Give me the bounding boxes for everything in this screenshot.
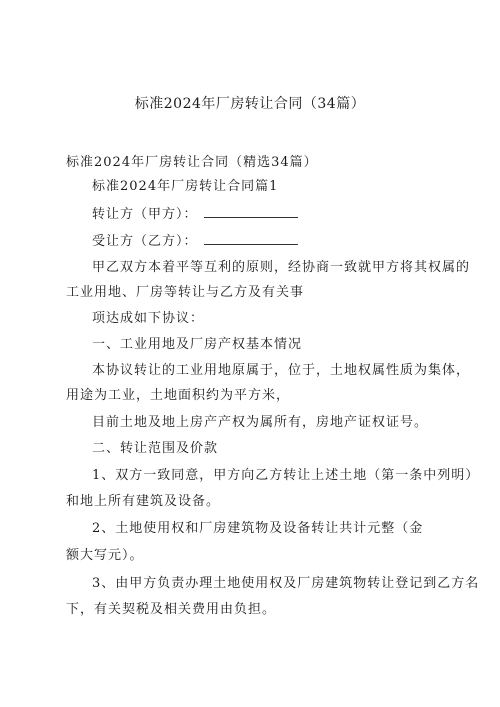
transferee-label: 受让方（乙方）： bbox=[92, 234, 198, 249]
document-title: 标准2024年厂房转让合同（34篇） bbox=[134, 96, 366, 112]
s2-item-1-line-2: 和地上所有建筑及设备。 bbox=[66, 494, 221, 509]
section-1-heading: 一、工业用地及厂房产权基本情况 bbox=[92, 337, 303, 352]
transferee-blank bbox=[204, 232, 298, 245]
s2-item-1-line-1: 1、双方一致同意，甲方向乙方转让上述土地（第一条中列明） bbox=[92, 468, 480, 483]
document-subtitle: 标准2024年厂房转让合同（精选34篇） bbox=[66, 155, 318, 170]
s2-item-3-line-1: 3、由甲方负责办理土地使用权及厂房建筑物转让登记到乙方名 bbox=[92, 576, 480, 591]
s2-item-2-line-2: 额大写元）。 bbox=[66, 548, 144, 563]
article-heading: 标准2024年厂房转让合同篇1 bbox=[92, 179, 279, 194]
intro-line-1: 甲乙双方本着平等互利的原则，经协商一致就甲方将其权属的 bbox=[92, 260, 471, 275]
s2-item-3-line-2: 下，有关契税及相关费用由负担。 bbox=[66, 602, 277, 617]
intro-line-2: 工业用地、厂房等转让与乙方及有关事 bbox=[66, 285, 305, 300]
transferor-blank bbox=[204, 205, 298, 218]
s1-paragraph-1-line-2: 用途为工业，土地面积约为平方米， bbox=[66, 388, 291, 403]
transferor-label: 转让方（甲方）： bbox=[92, 207, 198, 222]
intro-line-3: 项达成如下协议： bbox=[92, 311, 205, 326]
s1-paragraph-2: 目前土地及地上房产产权为属所有，房地产证权证号。 bbox=[92, 415, 429, 430]
s1-paragraph-1-line-1: 本协议转让的工业用地原属于，位于，土地权属性质为集体， bbox=[92, 363, 471, 378]
section-2-heading: 二、转让范围及价款 bbox=[92, 441, 219, 456]
s2-item-2-line-1: 2、土地使用权和厂房建筑物及设备转让共计元整（金 bbox=[92, 521, 424, 536]
transferor-line bbox=[92, 203, 298, 222]
transferee-line bbox=[92, 230, 298, 249]
